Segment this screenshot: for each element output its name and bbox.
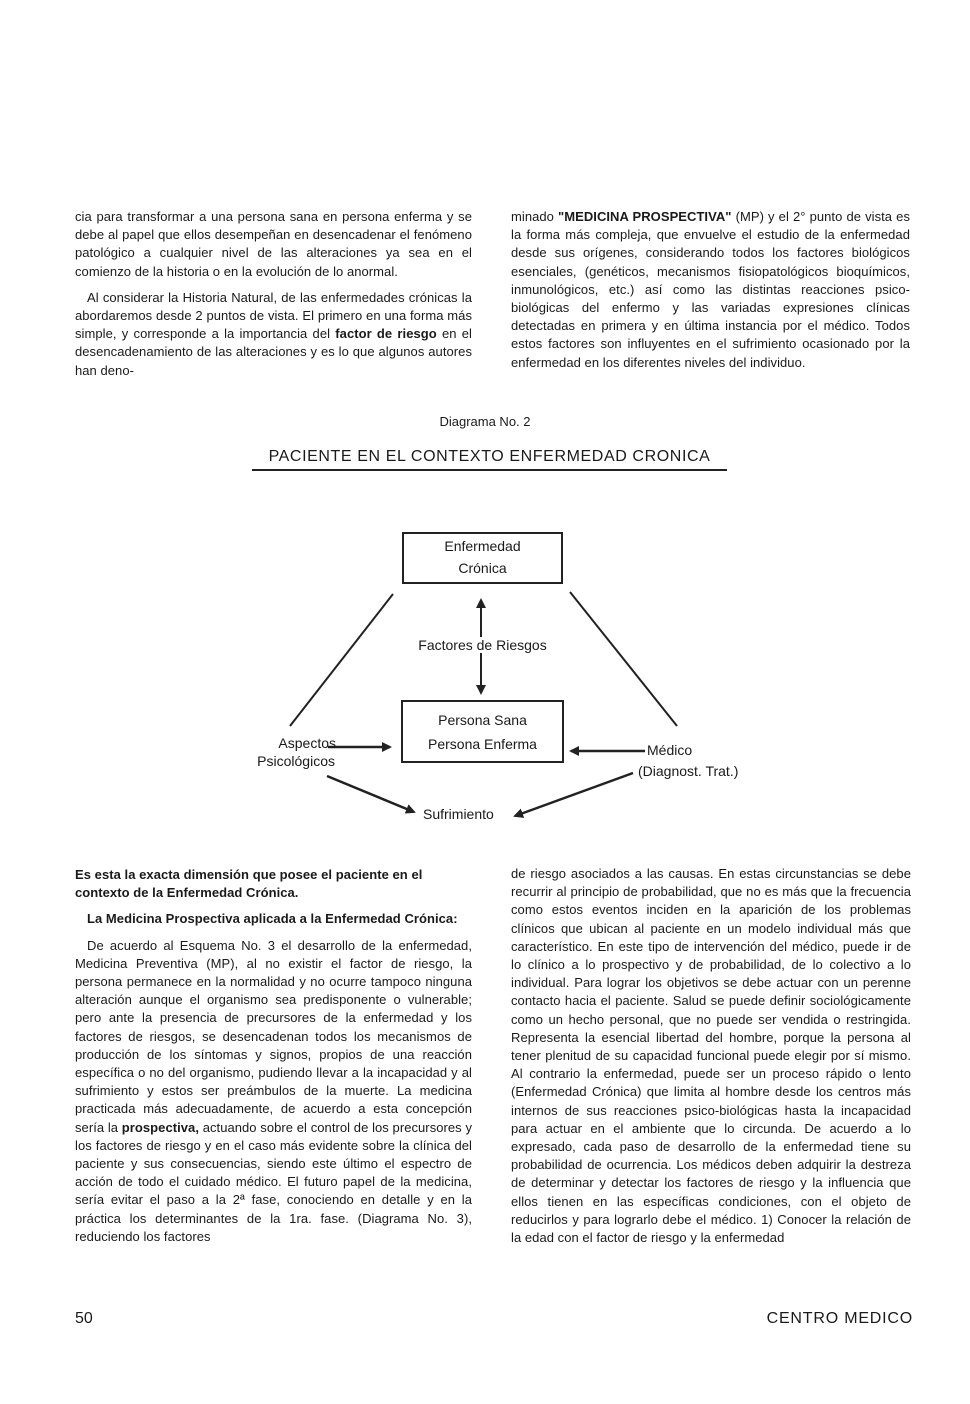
paragraph: de riesgo asociados a las causas. En estas circunstancias se debe recurrir al principio de probabilidad, que no es más que la frecuencia como estos eventos inciden en la aparición de los problemas clínicos que ubican al paciente en un modelo individual más que característico. En este tipo de intervención del médico, puede ir de lo clínico a lo prospectivo y de probabilidad, de lo colectivo a lo individual. Para lograr los objetivos se debe actuar con un perenne contacto hacia el paciente. Salud se puede definir sociológicamente como un hecho personal, que no puede ser vendida o restringida. Representa la esencial libertad del hombre, porque la persona al tener plenitud de su capacidad funcional puede elegir por sí mismo. Al contrario la enfermedad, puede ser un proceso rápido o lento (Enfermedad Crónica) que limita al hombre desde los centros más internos de sus reacciones psico-biológicas hasta la incapacidad para actuar en el ambiente que lo circunda. De acuerdo a lo expresado, cada paso de desarrollo de la enfermedad tiene su probabilidad de ocurrencia. Los médicos deben adquirir la destreza de determinar y detectar los factores de riesgo y la influencia que ellos tienen en las específicas condiciones, con el objeto de reducirlos y para lograrlo debe el médico. 1) Conocer la relación de la edad con el factor de riesgo y la enfermedad (511, 866, 911, 1246)
aspectos-line1: Aspectos (278, 735, 336, 751)
box-enfermedad-line1: Enfermedad (444, 538, 521, 554)
section-heading: La Medicina Prospectiva aplicada a la Enfermedad Crónica: (87, 911, 458, 927)
bottom-left-column (75, 866, 472, 1246)
paragraph: minado "MEDICINA PROSPECTIVA" (MP) y el 2° punto de vista es la forma más compleja, que envuelve el estudio de la enfermedad desde sus orígenes, considerando todos los factores biológicos esenciales, (genéticos, mecanismos fisiopatológicos bioquímicos, inmunológicos, etc.) así como las distintas reacciones psico-biológicas del enfermo y las variadas expresiones clínicas detectadas en primera y en última instancia por el médico. Todos estos factores son influyentes en el sufrimiento ocasionado por la enfermedad en los diferentes niveles del individuo. (511, 209, 910, 370)
diagram-caption: Diagrama No. 2 (439, 414, 531, 429)
emphasis: "MEDICINA PROSPECTIVA" (558, 209, 732, 224)
paragraph: cia para transformar a una persona sana en persona enferma y se debe al papel que ellos desempeñan en desencadenar el fenómeno patológico a cualquier nivel de las alteraciones ya sea en el comienzo de la historia o en la evolución de lo anormal. (75, 209, 472, 279)
page-number: 50 (75, 1310, 93, 1327)
arrow-aspectos-to-sufrimiento (327, 776, 414, 812)
emphasis: prospectiva, (121, 1119, 199, 1135)
paragraph: De acuerdo al Esquema No. 3 el desarrollo de la enfermedad, Medicina Preventiva (MP), al no existir el factor de riesgo, la persona permanece en la normalidad y no ocurre tampoco ninguna alteración aunque el organismo sea predisponente o vulnerable; pero ante la presencia de precursores de la enfermedad y los factores de riesgos, se desencadenan todos los mecanismos de producción de los síntomas y signos, propios de una reacción específica o no del organismo, pudiendo llevar a la incapacidad y al sufrimiento y estos ser preámbulos de la muerte. La medicina practicada más adecuadamente, de acuerdo a esta concepción sería la prospectiva, actuando sobre el control de los precursores y los factores de riesgo y en el caso más evidente sobre la clínica del paciente y sus consecuencias, siendo este último el espectro de acción de todo el cuidado médico. El futuro papel de la medicina, sería evitar el paso a la 2ª fase, conociendo en detalle y en la práctica los determinantes de la 1ra. fase. (Diagrama No. 3), reduciendo los factores (75, 937, 472, 1244)
top-left-column (75, 208, 472, 380)
emphasis: factor de riesgo (335, 326, 437, 342)
box-persona-line2: Persona Enferma (428, 736, 537, 752)
bottom-right-column (511, 865, 911, 1247)
box-enfermedad-line2: Crónica (458, 560, 507, 576)
journal-name: CENTRO MEDICO (766, 1310, 913, 1327)
diagonal-left-line (290, 594, 393, 726)
factores-de-riesgos-label: Factores de Riesgos (402, 637, 563, 653)
diagram (230, 520, 770, 840)
top-right-column (511, 208, 910, 372)
sufrimiento-label: Sufrimiento (423, 806, 494, 822)
medico-line1: Médico (647, 742, 693, 758)
box-persona (401, 700, 564, 763)
paragraph: Al considerar la Historia Natural, de las enfermedades crónicas la abordaremos desde 2 puntos de vista. El primero en una forma más simple, y corresponde a la importancia del factor de riesgo en el desencadenamiento de las alteraciones y es lo que algunos autores han deno- (75, 289, 472, 378)
arrow-medico-to-sufrimiento (515, 773, 633, 816)
lead-paragraph: Es esta la exacta dimensión que posee el paciente en el contexto de la Enfermedad Crónica. (75, 867, 423, 901)
medico-line2: (Diagnost. Trat.) (638, 763, 739, 779)
diagonal-right-line (570, 592, 677, 726)
aspectos-line2: Psicológicos (257, 753, 335, 769)
box-persona-line1: Persona Sana (438, 712, 527, 728)
diagram-title: PACIENTE EN EL CONTEXTO ENFERMEDAD CRONICA (252, 448, 727, 471)
